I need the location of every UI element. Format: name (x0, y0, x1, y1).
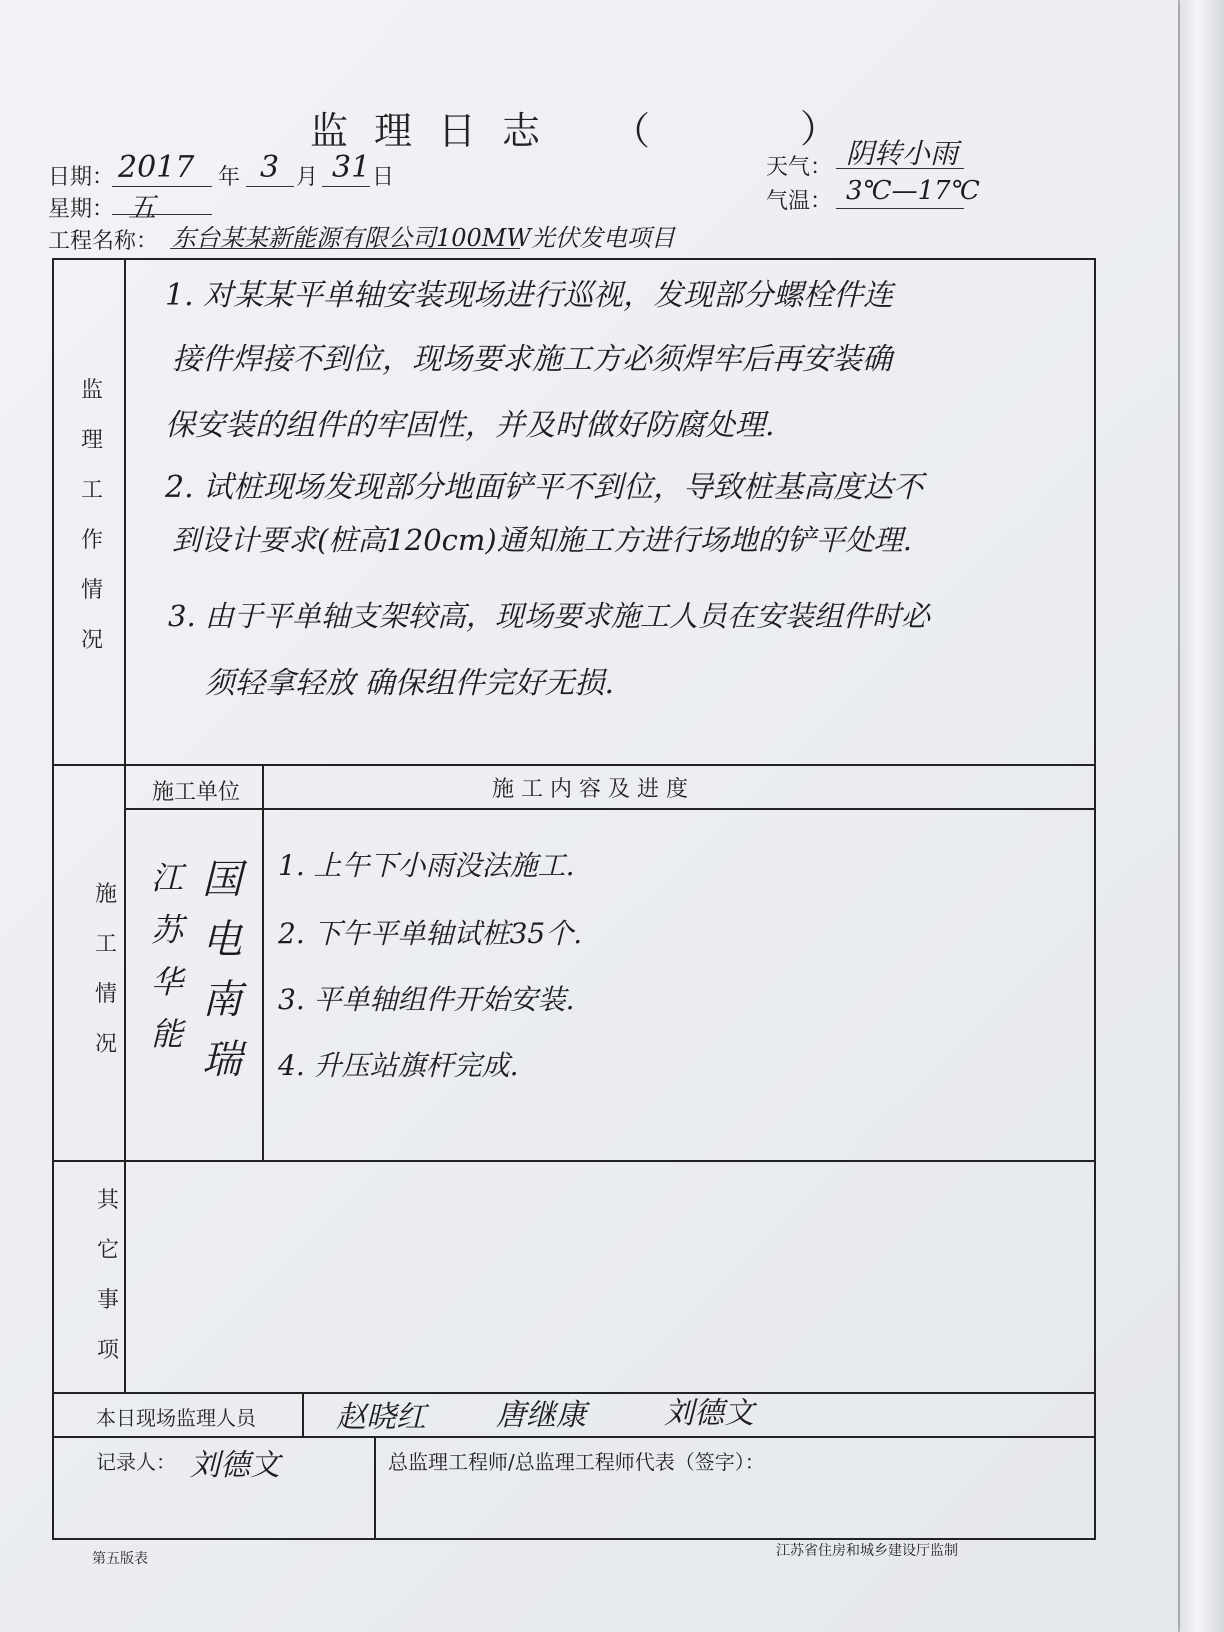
title-paren-close: ） (800, 107, 839, 151)
weekday-value: 五 (128, 191, 157, 224)
recorder-label: 记录人： (96, 1450, 176, 1474)
work-line: 保安装的组件的牢固性，并及时做好防腐处理. (165, 408, 775, 443)
date-label: 日期： (48, 165, 115, 190)
construction-item: 3. 平单轴组件开始安装. (278, 983, 575, 1016)
project-label: 工程名称： (48, 229, 159, 254)
construction-item: 4. 升压站旗杆完成. (278, 1049, 519, 1082)
chief-engineer-signature-label: 总监理工程师/总监理工程师代表（签字）： (388, 1450, 765, 1474)
work-label-char: 情 (80, 578, 103, 603)
day-value: 31 (332, 150, 371, 185)
work-line: 须轻拿轻放 确保组件完好无损. (205, 666, 615, 701)
day-unit: 日 (372, 165, 395, 190)
recorder-signature: 刘德文 (190, 1448, 280, 1483)
month-underline (246, 186, 294, 187)
year-unit: 年 (218, 165, 241, 190)
construction-unit-col2 (200, 850, 244, 1090)
weekday-label: 星期： (48, 197, 115, 222)
other-label-char: 它 (96, 1238, 119, 1263)
form-version: 第五版表 (92, 1551, 148, 1567)
weather-underline (836, 168, 964, 169)
temp-value: 3℃—17℃ (846, 176, 980, 206)
work-label-char: 工 (80, 478, 103, 503)
work-section-divider (52, 764, 1096, 766)
construction-label-char: 施 (94, 882, 117, 907)
work-line: 3. 由于平单轴支架较高，现场要求施工人员在安装组件时必 (168, 599, 930, 633)
unit-char: 华 (150, 963, 183, 1001)
unit-char: 电 (202, 917, 242, 963)
month-value: 3 (260, 150, 280, 185)
temp-underline (836, 208, 964, 209)
work-line: 接件焊接不到位，现场要求施工方必须焊牢后再安装确 (172, 342, 892, 377)
other-section-label (88, 1176, 128, 1376)
other-label-char: 项 (96, 1338, 119, 1363)
construction-label-char: 况 (94, 1032, 117, 1057)
unit-char: 瑞 (202, 1037, 242, 1083)
unit-char: 南 (202, 977, 242, 1023)
temp-label: 气温： (766, 189, 833, 214)
content-column-header: 施 工 内 容 及 进 度 (492, 777, 688, 802)
year-value: 2017 (118, 150, 195, 185)
other-label-char: 其 (96, 1188, 119, 1213)
work-label-char: 况 (80, 628, 103, 653)
year-underline (112, 186, 212, 187)
construction-label-char: 工 (94, 932, 117, 957)
unit-char: 国 (202, 857, 242, 903)
construction-unit-col1 (150, 852, 184, 1060)
day-underline (322, 186, 370, 187)
form-issuer: 江苏省住房和城乡建设厅监制 (776, 1543, 958, 1559)
unit-char: 苏 (150, 911, 183, 949)
construction-section-divider (52, 1160, 1096, 1162)
unit-column-divider (262, 764, 264, 1160)
weekday-underline (112, 214, 212, 215)
project-underline (170, 248, 520, 249)
supervisor-signature: 唐继康 (496, 1398, 586, 1433)
project-value: 东台某某新能源有限公司100MW光伏发电项目 (172, 224, 676, 252)
unit-char: 能 (150, 1015, 183, 1053)
construction-item: 1. 上午下小雨没法施工. (278, 849, 575, 882)
supervisor-signature: 刘德文 (664, 1396, 754, 1431)
supervisor-label-divider (302, 1392, 304, 1436)
binder-edge (1180, 0, 1224, 1632)
work-label-char: 监 (80, 378, 103, 403)
page-title: 监理日志 (310, 109, 567, 153)
work-line: 1. 对某某平单轴安装现场进行巡视，发现部分螺栓件连 (165, 278, 894, 313)
construction-section-label (86, 870, 126, 1070)
title-paren-open: （ (612, 109, 651, 153)
other-label-char: 事 (96, 1288, 119, 1313)
work-line: 到设计要求(桩高120cm)通知施工方进行场地的铲平处理. (172, 523, 912, 557)
construction-label-char: 情 (94, 982, 117, 1007)
construction-header-divider (124, 808, 1096, 810)
unit-char: 江 (150, 859, 183, 897)
work-line: 2. 试桩现场发现部分地面铲平不到位，导致桩基高度达不 (165, 470, 924, 505)
weather-value: 阴转小雨 (846, 137, 959, 170)
month-unit: 月 (296, 165, 319, 190)
supervisors-label: 本日现场监理人员 (96, 1406, 256, 1430)
work-section-label (72, 366, 112, 666)
work-label-char: 作 (80, 528, 103, 553)
unit-column-header: 施工单位 (152, 780, 241, 805)
recorder-divider (374, 1436, 376, 1540)
supervisor-row-divider (52, 1436, 1096, 1438)
supervisor-signature: 赵晓红 (336, 1400, 426, 1435)
weather-label: 天气： (766, 155, 833, 180)
work-label-char: 理 (80, 428, 103, 453)
construction-item: 2. 下午平单轴试桩35个. (278, 917, 583, 950)
